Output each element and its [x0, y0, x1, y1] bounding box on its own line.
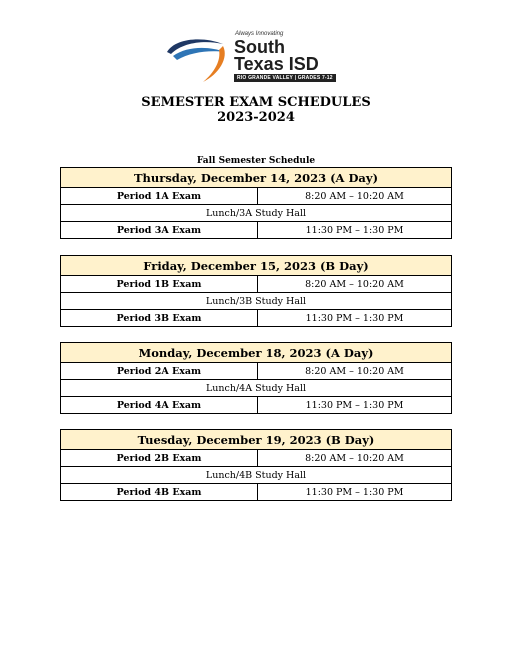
exam-period: Period 1B Exam	[61, 276, 258, 293]
exam-time: 8:20 AM – 10:20 AM	[258, 188, 452, 205]
exam-day-table	[60, 342, 452, 414]
exam-time: 11:30 PM – 1:30 PM	[258, 484, 452, 501]
logo-band: RIO GRANDE VALLEY | GRADES 7-12	[234, 74, 336, 82]
exam-time: 8:20 AM – 10:20 AM	[258, 363, 452, 380]
lunch-study-hall: Lunch/4A Study Hall	[61, 380, 452, 397]
exam-period: Period 4A Exam	[61, 397, 258, 414]
day-heading: Thursday, December 14, 2023 (A Day)	[61, 168, 452, 188]
day-heading: Monday, December 18, 2023 (A Day)	[61, 343, 452, 363]
exam-time: 11:30 PM – 1:30 PM	[258, 310, 452, 327]
day-heading: Friday, December 15, 2023 (B Day)	[61, 256, 452, 276]
document-year: 2023-2024	[217, 110, 295, 125]
exam-period: Period 4B Exam	[61, 484, 258, 501]
logo-swoosh-icon	[163, 30, 229, 88]
day-heading: Tuesday, December 19, 2023 (B Day)	[61, 430, 452, 450]
exam-period: Period 2A Exam	[61, 363, 258, 380]
exam-time: 8:20 AM – 10:20 AM	[258, 276, 452, 293]
document-title: SEMESTER EXAM SCHEDULES	[141, 95, 371, 110]
lunch-study-hall: Lunch/3B Study Hall	[61, 293, 452, 310]
district-logo	[163, 28, 363, 86]
exam-time: 11:30 PM – 1:30 PM	[258, 222, 452, 239]
exam-day-table	[60, 429, 452, 501]
semester-label: Fall Semester Schedule	[196, 156, 316, 166]
logo-tagline: Always Innovating	[235, 31, 284, 37]
exam-period: Period 3B Exam	[61, 310, 258, 327]
lunch-study-hall: Lunch/4B Study Hall	[61, 467, 452, 484]
exam-day-table	[60, 255, 452, 327]
exam-day-table	[60, 167, 452, 239]
logo-name-line1: South	[234, 37, 285, 57]
exam-time: 8:20 AM – 10:20 AM	[258, 450, 452, 467]
exam-time: 11:30 PM – 1:30 PM	[258, 397, 452, 414]
lunch-study-hall: Lunch/3A Study Hall	[61, 205, 452, 222]
logo-name-line2: Texas ISD	[234, 54, 319, 74]
exam-period: Period 1A Exam	[61, 188, 258, 205]
exam-period: Period 2B Exam	[61, 450, 258, 467]
exam-period: Period 3A Exam	[61, 222, 258, 239]
